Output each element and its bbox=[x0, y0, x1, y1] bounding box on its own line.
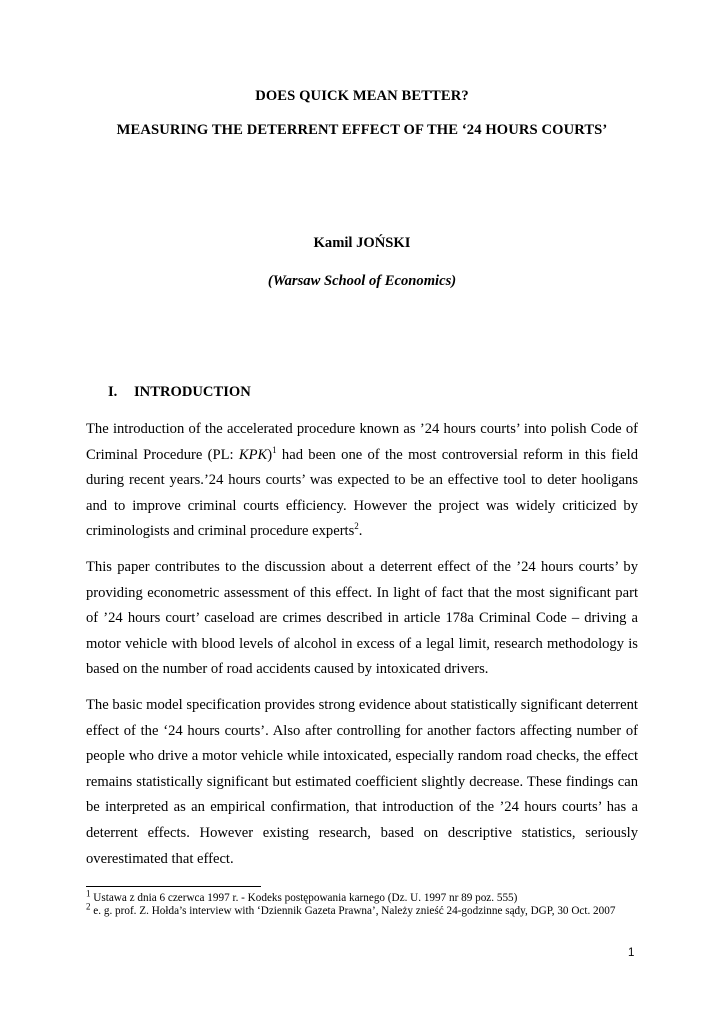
paragraph-1-text-a: The introduction of the accelerated procedure known as ’24 hours courts’ into polish Code of Criminal Procedure (PL: bbox=[86, 421, 638, 463]
paragraph-1-text-b: had been one of the most controversial reform in this field during recent years.’24 hours courts’ was expected to be an effective tool to deter hooligans and to improve criminal courts efficiency. However the project was widely criticized by criminologists and criminal procedure experts bbox=[86, 446, 638, 540]
footnote-1-mark: 1 bbox=[86, 888, 91, 899]
paragraph-3: The basic model specification provides strong evidence about statistically significant deterrent effect of the ‘24 hours courts’. Also after controlling for another factors affecting number of people who drive a motor vehicle while intoxicated, especially random road checks, the effect remains statistically significant but estimated coefficient slightly decrease. These findings can be interpreted as an empirical confirmation, that introduction of the ’24 hours courts’ has a deterrent effects. However existing research, based on descriptive statistics, seriously overestimated that effect. bbox=[86, 697, 638, 867]
page-number: 1 bbox=[628, 947, 635, 959]
paragraph-1 bbox=[86, 417, 638, 545]
title-line-2: MEASURING THE DETERRENT EFFECT OF THE ‘24 HOURS COURTS’ bbox=[116, 122, 608, 138]
paragraph-2: This paper contributes to the discussion about a deterrent effect of the ’24 hours courts’ by providing econometric assessment of this effect. In light of fact that the most significant part of ’24 hours court’ caseload are crimes described in article 178a Criminal Code – driving a motor vehicle with blood levels of alcohol in excess of a legal limit, research methodology is based on the number of road accidents caused by intoxicated drivers. bbox=[86, 559, 638, 678]
paragraph-1-close: ) bbox=[267, 446, 273, 463]
footnotes bbox=[86, 888, 638, 918]
section-title: INTRODUCTION bbox=[134, 384, 251, 400]
title-line-1: DOES QUICK MEAN BETTER? bbox=[255, 88, 469, 104]
section-number: I. bbox=[108, 384, 118, 400]
section-heading bbox=[108, 384, 251, 401]
footnote-ref-2[interactable]: 2 bbox=[354, 521, 359, 532]
footnote-2-text: e. g. prof. Z. Hołda’s interview with ‘Dziennik Gazeta Prawna’, Należy znieść 24-godzinne sądy, DGP, 30 Oct. 2007 bbox=[90, 905, 616, 917]
author-affiliation: (Warsaw School of Economics) bbox=[267, 273, 457, 289]
footnote-1 bbox=[86, 888, 638, 905]
paragraph-1-end: . bbox=[358, 523, 363, 540]
footnote-2-mark: 2 bbox=[86, 901, 91, 912]
footnote-separator bbox=[86, 886, 261, 887]
footnote-2 bbox=[86, 901, 638, 918]
paragraph-1-italic: KPK bbox=[238, 446, 268, 463]
author-name: Kamil JOŃSKI bbox=[313, 235, 411, 251]
footnote-1-text: Ustawa z dnia 6 czerwca 1997 r. - Kodeks postępowania karnego (Dz. U. 1997 nr 89 poz. 555) bbox=[90, 892, 518, 904]
footnote-ref-1[interactable]: 1 bbox=[272, 444, 277, 455]
